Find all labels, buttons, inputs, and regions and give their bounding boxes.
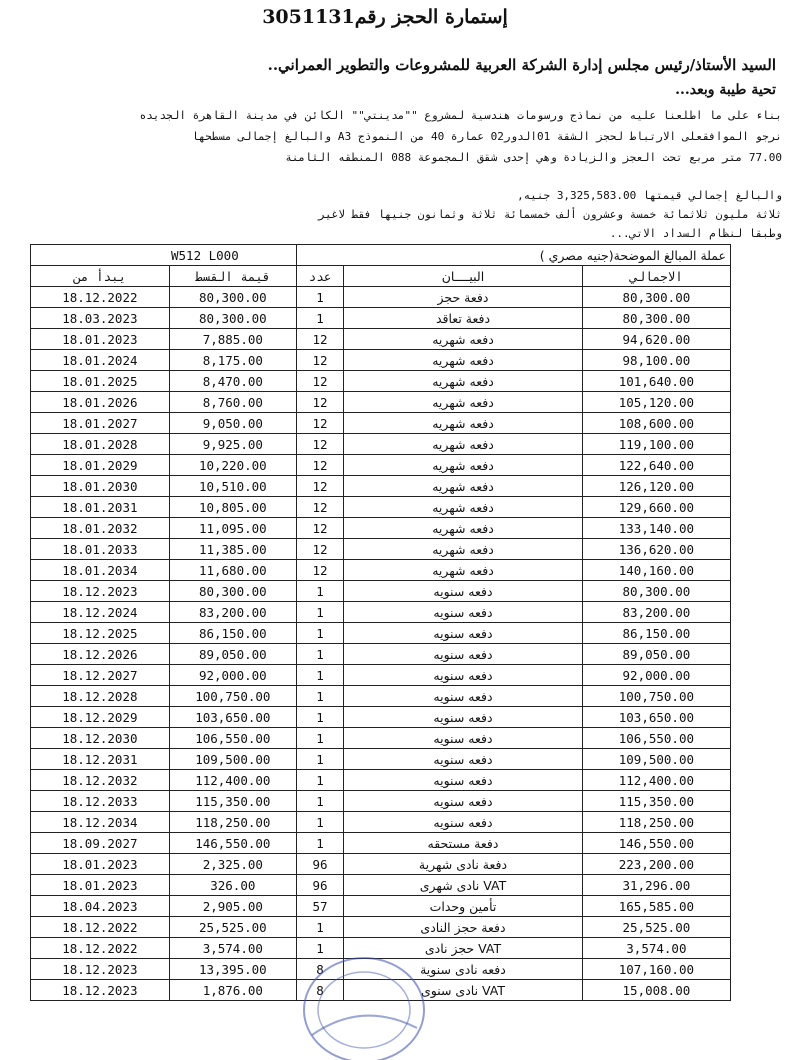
cell-installment: 8,175.00 (169, 350, 296, 371)
cell-total: 80,300.00 (582, 287, 730, 308)
cell-count: 12 (296, 476, 343, 497)
cell-description: دفعه شهريه (344, 434, 583, 455)
table-row (31, 812, 731, 833)
header-installment: قيمة القسط (169, 266, 296, 287)
cell-description: دفعه سنويه (344, 602, 583, 623)
cell-total: 126,120.00 (582, 476, 730, 497)
cell-total: 92,000.00 (582, 665, 730, 686)
cell-start: 18.12.2031 (31, 749, 170, 770)
cell-start: 18.12.2022 (31, 287, 170, 308)
cell-start: 18.01.2027 (31, 413, 170, 434)
cell-start: 18.01.2032 (31, 518, 170, 539)
cell-count: 12 (296, 413, 343, 434)
table-row (31, 518, 731, 539)
cell-start: 18.01.2024 (31, 350, 170, 371)
greeting-line: تحية طيبة وبعد... (675, 82, 776, 98)
cell-count: 96 (296, 854, 343, 875)
cell-installment: 326.00 (169, 875, 296, 896)
cell-description: دفعه سنويه (344, 749, 583, 770)
cell-start: 18.01.2023 (31, 329, 170, 350)
header-start: يبدأ من (31, 266, 170, 287)
cell-description: دفعه سنويه (344, 728, 583, 749)
cell-installment: 86,150.00 (169, 623, 296, 644)
cell-start: 18.01.2033 (31, 539, 170, 560)
cell-count: 1 (296, 623, 343, 644)
cell-installment: 83,200.00 (169, 602, 296, 623)
cell-count: 12 (296, 329, 343, 350)
cell-description: دفعه سنويه (344, 770, 583, 791)
cell-total: 107,160.00 (582, 959, 730, 980)
table-row (31, 413, 731, 434)
table-row (31, 791, 731, 812)
cell-description: دفعة مستحقه (344, 833, 583, 854)
cell-start: 18.12.2023 (31, 980, 170, 1001)
cell-installment: 118,250.00 (169, 812, 296, 833)
cell-total: 103,650.00 (582, 707, 730, 728)
header-description: البيــــان (344, 266, 583, 287)
body-line-3: 77.00 متر مربع تحت العجز والزيادة وهي إحدى شقق المجموعة 088 المنطقه الثامنة (285, 151, 782, 164)
cell-description: دفعة حجز النادى (344, 917, 583, 938)
cell-installment: 13,395.00 (169, 959, 296, 980)
cell-description: دفعه سنويه (344, 581, 583, 602)
cell-total: 118,250.00 (582, 812, 730, 833)
cell-description: دفعه نادى سنوية (344, 959, 583, 980)
cell-installment: 25,525.00 (169, 917, 296, 938)
cell-total: 89,050.00 (582, 644, 730, 665)
header-total: الاجمالي (582, 266, 730, 287)
cell-description: دفعه شهريه (344, 413, 583, 434)
payment-system-line: وطبقا لنظام السداد الاتي... (609, 227, 782, 240)
cell-total: 3,574.00 (582, 938, 730, 959)
table-row (31, 560, 731, 581)
cell-description: دفعة نادى شهرية (344, 854, 583, 875)
cell-installment: 80,300.00 (169, 287, 296, 308)
cell-description: VAT نادى سنوى (344, 980, 583, 1001)
cell-total: 115,350.00 (582, 791, 730, 812)
cell-total: 101,640.00 (582, 371, 730, 392)
cell-total: 80,300.00 (582, 308, 730, 329)
table-row (31, 329, 731, 350)
cell-installment: 106,550.00 (169, 728, 296, 749)
cell-start: 18.12.2032 (31, 770, 170, 791)
table-row (31, 770, 731, 791)
table-header-row (31, 266, 731, 287)
cell-installment: 3,574.00 (169, 938, 296, 959)
cell-start: 18.12.2034 (31, 812, 170, 833)
cell-count: 1 (296, 686, 343, 707)
cell-installment: 146,550.00 (169, 833, 296, 854)
table-row (31, 455, 731, 476)
cell-total: 98,100.00 (582, 350, 730, 371)
company-stamp (292, 940, 432, 1060)
cell-installment: 115,350.00 (169, 791, 296, 812)
cell-start: 18.03.2023 (31, 308, 170, 329)
cell-count: 8 (296, 959, 343, 980)
cell-count: 1 (296, 581, 343, 602)
cell-start: 18.12.2027 (31, 665, 170, 686)
cell-count: 12 (296, 560, 343, 581)
cell-description: دفعه سنويه (344, 644, 583, 665)
cell-total: 146,550.00 (582, 833, 730, 854)
cell-total: 136,620.00 (582, 539, 730, 560)
cell-start: 18.12.2023 (31, 581, 170, 602)
codes-cell: W512 L000 (31, 245, 297, 266)
cell-installment: 103,650.00 (169, 707, 296, 728)
table-row (31, 728, 731, 749)
cell-start: 18.01.2031 (31, 497, 170, 518)
cell-installment: 92,000.00 (169, 665, 296, 686)
cell-count: 12 (296, 350, 343, 371)
cell-description: دفعه سنويه (344, 686, 583, 707)
cell-installment: 2,325.00 (169, 854, 296, 875)
cell-installment: 11,095.00 (169, 518, 296, 539)
cell-installment: 8,470.00 (169, 371, 296, 392)
cell-installment: 2,905.00 (169, 896, 296, 917)
cell-count: 12 (296, 497, 343, 518)
cell-installment: 109,500.00 (169, 749, 296, 770)
cell-start: 18.09.2027 (31, 833, 170, 854)
table-row (31, 707, 731, 728)
cell-description: VAT حجز نادى (344, 938, 583, 959)
cell-count: 1 (296, 833, 343, 854)
cell-start: 18.12.2030 (31, 728, 170, 749)
cell-installment: 80,300.00 (169, 308, 296, 329)
table-row (31, 308, 731, 329)
total-in-words-line: ثلاثة مليون ثلاثمائة خمسة وعشرون ألف خمسمائة ثلاثة وثمانون جنيها فقط لاغير (318, 208, 782, 221)
cell-description: دفعة تعاقد (344, 308, 583, 329)
cell-start: 18.04.2023 (31, 896, 170, 917)
table-row (31, 875, 731, 896)
table-row (31, 497, 731, 518)
cell-count: 1 (296, 812, 343, 833)
cell-total: 31,296.00 (582, 875, 730, 896)
cell-description: دفعه شهريه (344, 455, 583, 476)
table-row (31, 539, 731, 560)
cell-count: 1 (296, 602, 343, 623)
cell-count: 12 (296, 392, 343, 413)
cell-count: 1 (296, 644, 343, 665)
cell-installment: 7,885.00 (169, 329, 296, 350)
cell-start: 18.12.2029 (31, 707, 170, 728)
cell-description: دفعه شهريه (344, 497, 583, 518)
table-row (31, 476, 731, 497)
table-row (31, 749, 731, 770)
payment-schedule-table (30, 244, 731, 1001)
cell-installment: 89,050.00 (169, 644, 296, 665)
cell-installment: 10,220.00 (169, 455, 296, 476)
cell-count: 1 (296, 770, 343, 791)
cell-description: دفعه سنويه (344, 623, 583, 644)
cell-installment: 10,510.00 (169, 476, 296, 497)
cell-start: 18.01.2028 (31, 434, 170, 455)
cell-description: دفعه شهريه (344, 329, 583, 350)
cell-total: 108,600.00 (582, 413, 730, 434)
table-row (31, 350, 731, 371)
body-line-1: بناء على ما اطلعنا عليه من نماذج ورسومات هندسية لمشروع ""مدينتي"" الكائن في مدينة القاهرة الجديده (139, 109, 782, 122)
table-row (31, 896, 731, 917)
cell-total: 83,200.00 (582, 602, 730, 623)
cell-description: دفعه سنويه (344, 791, 583, 812)
cell-start: 18.12.2024 (31, 602, 170, 623)
cell-description: دفعه شهريه (344, 350, 583, 371)
cell-description: دفعه شهريه (344, 371, 583, 392)
cell-start: 18.01.2029 (31, 455, 170, 476)
cell-installment: 1,876.00 (169, 980, 296, 1001)
cell-installment: 8,760.00 (169, 392, 296, 413)
body-line-2: نرجو الموافقعلى الارتباط لحجز الشقة 01الدور02 عمارة 40 من النموذج A3 والبالغ إجمالى مسطحها (191, 130, 782, 143)
cell-description: دفعه شهريه (344, 518, 583, 539)
table-row (31, 833, 731, 854)
table-row (31, 917, 731, 938)
cell-total: 109,500.00 (582, 749, 730, 770)
cell-total: 105,120.00 (582, 392, 730, 413)
cell-total: 122,640.00 (582, 455, 730, 476)
cell-total: 80,300.00 (582, 581, 730, 602)
cell-total: 106,550.00 (582, 728, 730, 749)
cell-count: 1 (296, 308, 343, 329)
cell-description: دفعه شهريه (344, 560, 583, 581)
addressee-line: السيد الأستاذ/رئيس مجلس إدارة الشركة العربية للمشروعات والتطوير العمراني.. (267, 56, 776, 74)
cell-description: VAT نادى شهرى (344, 875, 583, 896)
cell-count: 12 (296, 518, 343, 539)
cell-count: 1 (296, 749, 343, 770)
cell-installment: 80,300.00 (169, 581, 296, 602)
cell-start: 18.01.2025 (31, 371, 170, 392)
table-row (31, 623, 731, 644)
cell-description: دفعه سنويه (344, 707, 583, 728)
cell-installment: 9,925.00 (169, 434, 296, 455)
cell-count: 12 (296, 455, 343, 476)
table-row (31, 686, 731, 707)
cell-installment: 100,750.00 (169, 686, 296, 707)
total-value-line: والبالغ إجمالي قيمتها 3,325,583.00 جنيه, (517, 189, 782, 202)
currency-caption: عملة المبالغ الموضحة(جنيه مصري ) (296, 245, 730, 266)
cell-start: 18.01.2026 (31, 392, 170, 413)
cell-count: 12 (296, 371, 343, 392)
cell-start: 18.12.2022 (31, 917, 170, 938)
cell-count: 1 (296, 707, 343, 728)
cell-count: 1 (296, 938, 343, 959)
cell-installment: 11,385.00 (169, 539, 296, 560)
cell-total: 100,750.00 (582, 686, 730, 707)
cell-start: 18.12.2022 (31, 938, 170, 959)
cell-count: 1 (296, 917, 343, 938)
table-row (31, 434, 731, 455)
cell-total: 133,140.00 (582, 518, 730, 539)
cell-start: 18.01.2030 (31, 476, 170, 497)
cell-total: 94,620.00 (582, 329, 730, 350)
cell-count: 1 (296, 287, 343, 308)
cell-count: 1 (296, 791, 343, 812)
cell-start: 18.01.2023 (31, 854, 170, 875)
cell-description: دفعه شهريه (344, 476, 583, 497)
cell-installment: 9,050.00 (169, 413, 296, 434)
table-row (31, 371, 731, 392)
table-row (31, 665, 731, 686)
cell-total: 86,150.00 (582, 623, 730, 644)
cell-total: 112,400.00 (582, 770, 730, 791)
cell-count: 1 (296, 728, 343, 749)
table-caption-row (31, 245, 731, 266)
cell-description: دفعة حجز (344, 287, 583, 308)
cell-total: 140,160.00 (582, 560, 730, 581)
table-row (31, 392, 731, 413)
cell-count: 57 (296, 896, 343, 917)
cell-start: 18.12.2026 (31, 644, 170, 665)
cell-count: 96 (296, 875, 343, 896)
cell-total: 129,660.00 (582, 497, 730, 518)
table-row (31, 644, 731, 665)
cell-start: 18.01.2023 (31, 875, 170, 896)
cell-description: دفعه شهريه (344, 392, 583, 413)
cell-start: 18.12.2033 (31, 791, 170, 812)
cell-installment: 112,400.00 (169, 770, 296, 791)
cell-description: دفعه شهريه (344, 539, 583, 560)
cell-start: 18.12.2025 (31, 623, 170, 644)
table-row (31, 581, 731, 602)
cell-count: 12 (296, 539, 343, 560)
table-row (31, 854, 731, 875)
cell-count: 8 (296, 980, 343, 1001)
cell-total: 25,525.00 (582, 917, 730, 938)
table-row (31, 602, 731, 623)
cell-total: 165,585.00 (582, 896, 730, 917)
cell-installment: 10,805.00 (169, 497, 296, 518)
cell-description: دفعه سنويه (344, 812, 583, 833)
cell-description: دفعه سنويه (344, 665, 583, 686)
cell-start: 18.01.2034 (31, 560, 170, 581)
cell-count: 12 (296, 434, 343, 455)
cell-description: تأمين وحدات (344, 896, 583, 917)
header-count: عدد (296, 266, 343, 287)
cell-installment: 11,680.00 (169, 560, 296, 581)
table-row (31, 287, 731, 308)
cell-start: 18.12.2028 (31, 686, 170, 707)
cell-start: 18.12.2023 (31, 959, 170, 980)
cell-total: 223,200.00 (582, 854, 730, 875)
cell-total: 119,100.00 (582, 434, 730, 455)
cell-total: 15,008.00 (582, 980, 730, 1001)
form-title: إستمارة الحجز رقم3051131 (262, 6, 508, 28)
cell-count: 1 (296, 665, 343, 686)
